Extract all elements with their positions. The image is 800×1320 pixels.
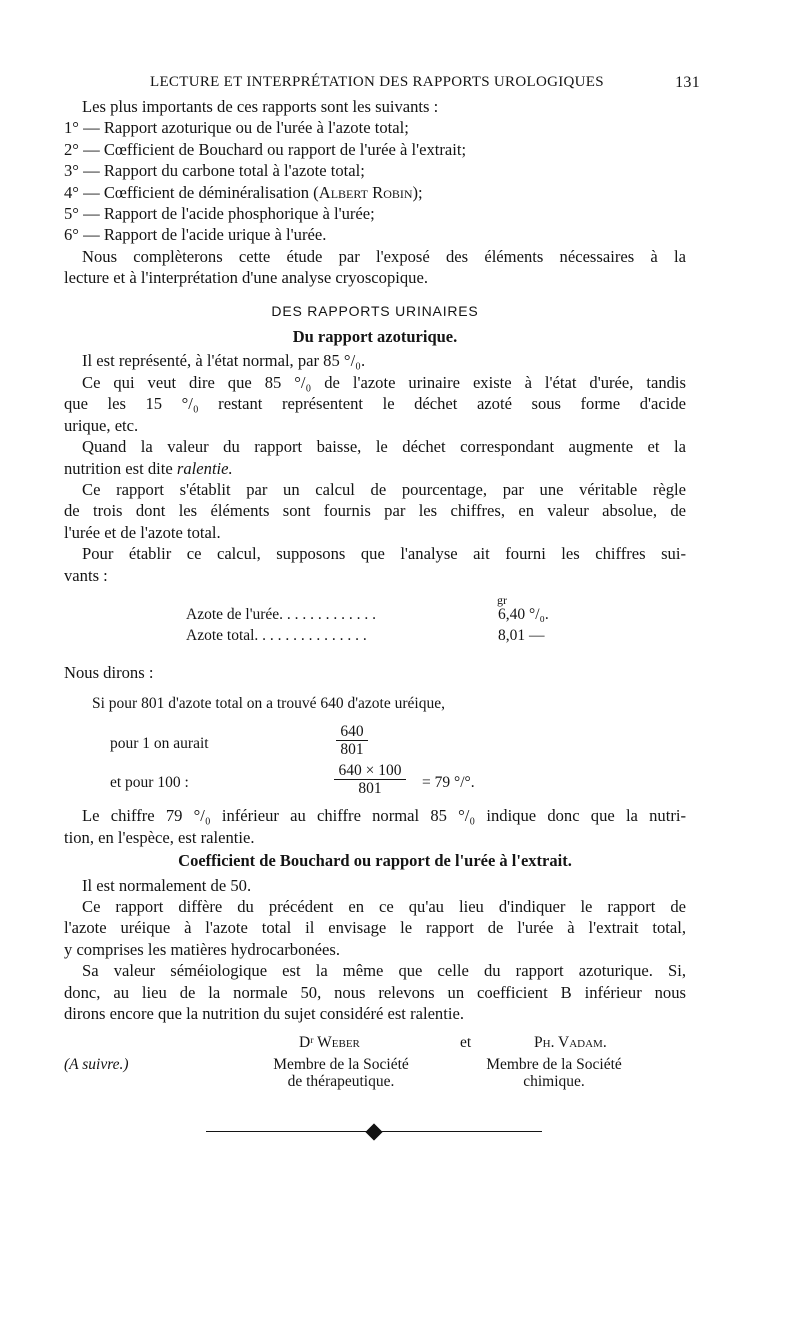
list-item: 3° — Rapport du carbone total à l'azote total; [64, 161, 365, 181]
list-item: 6° — Rapport de l'acide urique à l'urée. [64, 225, 327, 245]
italic-word: ralentie. [176, 458, 233, 478]
list-item: 1° — Rapport azoturique ou de l'urée à l'azote total; [64, 118, 409, 138]
paragraph-line: urique, etc. [64, 415, 139, 435]
row-label: Azote total. . . . . . . . . . . . . . . [186, 626, 367, 644]
paragraph-line: Le chiffre 79 °/₀ inférieur au chiffre normal 85 °/₀ indique donc que la nutri- [82, 806, 686, 826]
paragraph-line: y comprises les matières hydrocarbonées. [64, 939, 341, 959]
intro-closing-line: lecture et à l'interprétation d'une analyse cryoscopique. [64, 268, 428, 288]
paragraph-line: vants : [64, 565, 108, 585]
paragraph: Il est normalement de 50. [82, 875, 252, 895]
paragraph-line: dirons encore que la nutrition du sujet considéré est ralentie. [64, 1004, 464, 1023]
page-number: 131 [675, 74, 700, 91]
section-title: DES RAPPORTS URINAIRES [271, 302, 479, 319]
paragraph: Nous dirons : [64, 662, 154, 682]
paragraph-line: que les 15 °/₀ restant représentent le déchet azoté sous forme d'acide [64, 394, 686, 414]
author-affiliation: Membre de la Société [273, 1056, 409, 1074]
row-value: 6,40 °/₀. [498, 605, 549, 623]
list-item-text: 4° — Cœfficient de déminéralisation ( [64, 182, 319, 202]
fraction [334, 762, 406, 797]
conjunction: et [460, 1034, 472, 1052]
paragraph-line: donc, au lieu de la normale 50, nous relevons un coefficient B inférieur nous [64, 982, 686, 1002]
paragraph-line: Ce rapport s'établit par un calcul de pourcentage, par une véritable règle [82, 479, 686, 499]
author-name: Ph. Vadam. [534, 1034, 607, 1052]
values-table [64, 590, 686, 662]
fraction-denominator: 801 [340, 741, 364, 759]
continued-note: (A suivre.) [64, 1056, 129, 1074]
author-name: Albert Robin [318, 182, 413, 202]
paragraph-line: Ce rapport diffère du précédent en ce qu'au lieu d'indiquer le rapport de [82, 896, 686, 916]
author-affiliation: Membre de la Société [486, 1056, 622, 1074]
math-label: pour 1 on aurait [110, 735, 209, 753]
author-affiliation: de thérapeutique. [287, 1073, 395, 1091]
author-affiliation: chimique. [523, 1073, 585, 1091]
paragraph-text: nutrition est dite [64, 458, 177, 478]
signature-block [64, 1028, 686, 1098]
fraction-numerator: 640 [336, 723, 368, 741]
intro-lead: Les plus importants de ces rapports sont les suivants : [82, 97, 439, 116]
fraction [336, 723, 368, 758]
paragraph-line: Ce qui veut dire que 85 °/₀ de l'azote urinaire existe à l'état d'urée, tandis [82, 372, 686, 392]
paragraph-line: l'urée et de l'azote total. [64, 522, 221, 542]
article-body [64, 96, 686, 1098]
paragraph-line: Sa valeur séméiologique est la même que celle du rapport azoturique. Si, [82, 961, 686, 981]
list-item: 5° — Rapport de l'acide phosphorique à l'urée; [64, 204, 375, 224]
section-subtitle: Du rapport azoturique. [292, 327, 458, 347]
paragraph-line: Quand la valeur du rapport baisse, le déchet correspondant augmente et la [82, 437, 686, 457]
math-label: et pour 100 : [110, 774, 189, 792]
intro-closing-line: Nous complèterons cette étude par l'exposé des éléments nécessaires à la [82, 246, 686, 266]
paragraph: Il est représenté, à l'état normal, par 85 °/₀. [82, 351, 366, 371]
paragraph-line: Pour établir ce calcul, supposons que l'analyse ait fourni les chiffres sui- [82, 544, 686, 564]
author-name: Dʳ Weber [299, 1034, 360, 1052]
math-line: Si pour 801 d'azote total on a trouvé 640 d'azote uréique, [92, 695, 445, 713]
list-item [64, 182, 686, 203]
running-title: LECTURE ET INTERPRÉTATION DES RAPPORTS UROLOGIQUES [150, 74, 604, 90]
paragraph-line: tion, en l'espèce, est ralentie. [64, 827, 255, 847]
calculation [64, 683, 686, 798]
paragraph-line: l'azote uréique à l'azote total il envisage le rapport de l'urée à l'extrait total, [64, 918, 686, 938]
diamond-ornament-icon [366, 1124, 383, 1141]
list-item-end: ); [412, 182, 423, 202]
running-header [150, 74, 700, 92]
paragraph-line: de trois dont les éléments sont fournis par les chiffres, en valeur absolue, de [64, 501, 686, 521]
fraction-denominator: 801 [358, 780, 382, 798]
section-title: Coefficient de Bouchard ou rapport de l'urée à l'extrait. [178, 851, 572, 871]
math-result: = 79 °/°. [422, 774, 475, 792]
unit-label: gr [497, 592, 507, 607]
fraction-numerator: 640 × 100 [334, 762, 406, 780]
list-item: 2° — Cœfficient de Bouchard ou rapport de l'urée à l'extrait; [64, 139, 467, 159]
row-label: Azote de l'urée. . . . . . . . . . . . . [186, 605, 377, 623]
paragraph-line [64, 458, 686, 479]
row-value: 8,01 — [498, 626, 545, 644]
